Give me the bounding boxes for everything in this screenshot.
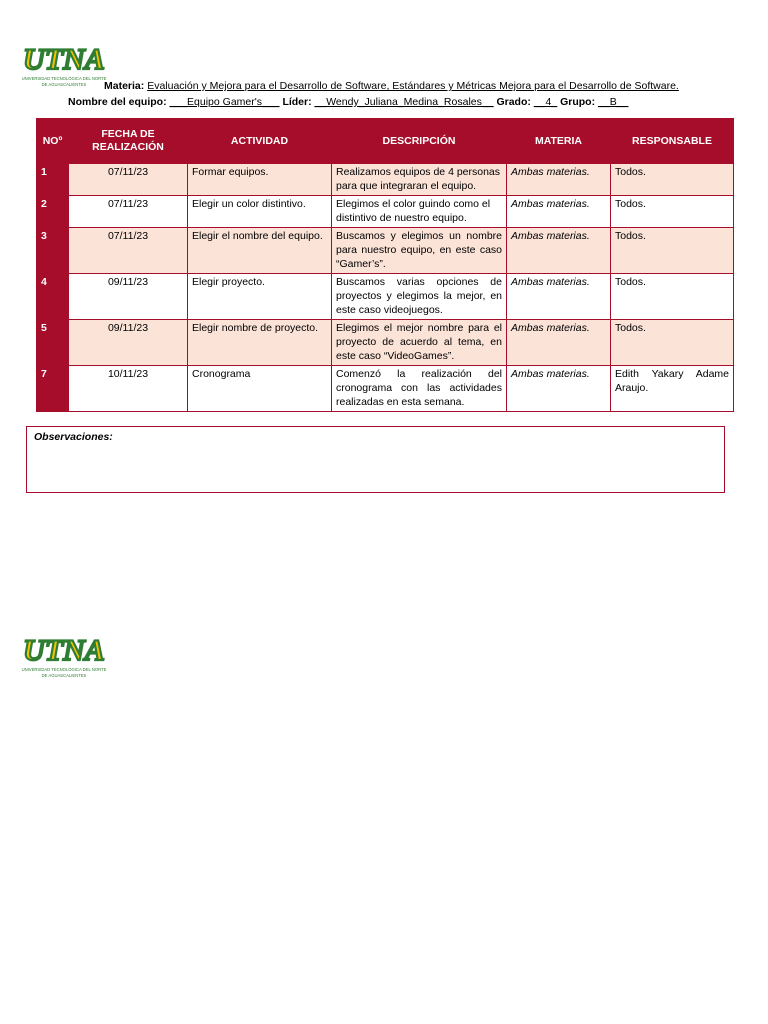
grupo-value: __B__ [598, 96, 629, 108]
row-actividad: Elegir proyecto. [188, 274, 332, 320]
row-fecha: 09/11/23 [69, 274, 188, 320]
row-responsable: Todos. [611, 320, 734, 366]
col-header-responsable: RESPONSABLE [611, 119, 734, 164]
table-row [37, 228, 734, 274]
row-fecha: 07/11/23 [69, 228, 188, 274]
grado-value: __4_ [533, 96, 558, 108]
table-row [37, 366, 734, 412]
row-actividad: Elegir el nombre del equipo. [188, 228, 332, 274]
logo-caption-1: UNIVERSIDAD TECNOLÓGICA DEL NORTE [21, 76, 107, 81]
row-responsable: Todos. [611, 274, 734, 320]
materia-value: Evaluación y Mejora para el Desarrollo de Software, Estándares y Métricas Mejora para el Desarrollo de Software. [147, 80, 679, 92]
row-descripcion: Buscamos varias opciones de proyectos y elegimos la mejor, en este caso videojuegos. [332, 274, 507, 320]
table-header-row [37, 119, 734, 164]
row-descripcion: Realizamos equipos de 4 personas para que integraran el equipo. [332, 164, 507, 196]
table-row [37, 274, 734, 320]
row-no: 7 [37, 366, 69, 412]
row-fecha: 10/11/23 [69, 366, 188, 412]
row-actividad: Elegir nombre de proyecto. [188, 320, 332, 366]
row-descripcion: Buscamos y elegimos un nombre para nuestro equipo, en este caso “Gamer’s”. [332, 228, 507, 274]
equipo-value: ___Equipo Gamer's___ [169, 96, 280, 108]
utna-logo-footer [18, 627, 110, 683]
col-header-actividad: ACTIVIDAD [188, 119, 332, 164]
logo-caption-2: DE AGUASCALIENTES [41, 673, 87, 678]
row-materia: Ambas materias. [507, 274, 611, 320]
row-no: 1 [37, 164, 69, 196]
col-header-fecha: FECHA DE REALIZACIÓN [69, 119, 188, 164]
row-materia: Ambas materias. [507, 366, 611, 412]
row-fecha: 07/11/23 [69, 164, 188, 196]
table-row [37, 196, 734, 228]
equipo-label: Nombre del equipo: [68, 96, 167, 108]
row-actividad: Elegir un color distintivo. [188, 196, 332, 228]
col-header-materia: MATERIA [507, 119, 611, 164]
row-no: 2 [37, 196, 69, 228]
table-row [37, 320, 734, 366]
logo-text: UTNA [23, 43, 105, 76]
materia-label: Materia: [104, 80, 145, 92]
observaciones-label: Observaciones: [34, 431, 113, 443]
lider-value: __Wendy_Juliana_Medina_Rosales__ [314, 96, 494, 108]
row-fecha: 09/11/23 [69, 320, 188, 366]
row-responsable: Todos. [611, 164, 734, 196]
row-fecha: 07/11/23 [69, 196, 188, 228]
utna-logo [18, 36, 110, 92]
materia-line [104, 80, 679, 92]
logo-caption-1: UNIVERSIDAD TECNOLÓGICA DEL NORTE [21, 667, 107, 672]
row-materia: Ambas materias. [507, 196, 611, 228]
row-no: 4 [37, 274, 69, 320]
row-materia: Ambas materias. [507, 320, 611, 366]
row-responsable: Todos. [611, 196, 734, 228]
row-materia: Ambas materias. [507, 228, 611, 274]
table-row [37, 164, 734, 196]
row-descripcion: Comenzó la realización del cronograma con las actividades realizadas en esta semana. [332, 366, 507, 412]
grupo-label: Grupo: [560, 96, 596, 108]
col-header-descripcion: DESCRIPCIÓN [332, 119, 507, 164]
row-actividad: Formar equipos. [188, 164, 332, 196]
row-no: 3 [37, 228, 69, 274]
logo-caption-2: DE AGUASCALIENTES [41, 82, 87, 87]
team-line [68, 96, 628, 108]
row-descripcion: Elegimos el color guindo como el distintivo de nuestro equipo. [332, 196, 507, 228]
lider-label: Líder: [282, 96, 312, 108]
row-descripcion: Elegimos el mejor nombre para el proyecto de acuerdo al tema, en este caso “VideoGames”. [332, 320, 507, 366]
row-responsable: Todos. [611, 228, 734, 274]
logo-text: UTNA [23, 634, 105, 667]
row-no: 5 [37, 320, 69, 366]
activities-table [36, 118, 734, 412]
col-header-no: NOº [37, 119, 69, 164]
row-responsable: Edith Yakary Adame Araujo. [611, 366, 734, 412]
observaciones-box [26, 426, 725, 493]
row-actividad: Cronograma [188, 366, 332, 412]
row-materia: Ambas materias. [507, 164, 611, 196]
grado-label: Grado: [496, 96, 531, 108]
